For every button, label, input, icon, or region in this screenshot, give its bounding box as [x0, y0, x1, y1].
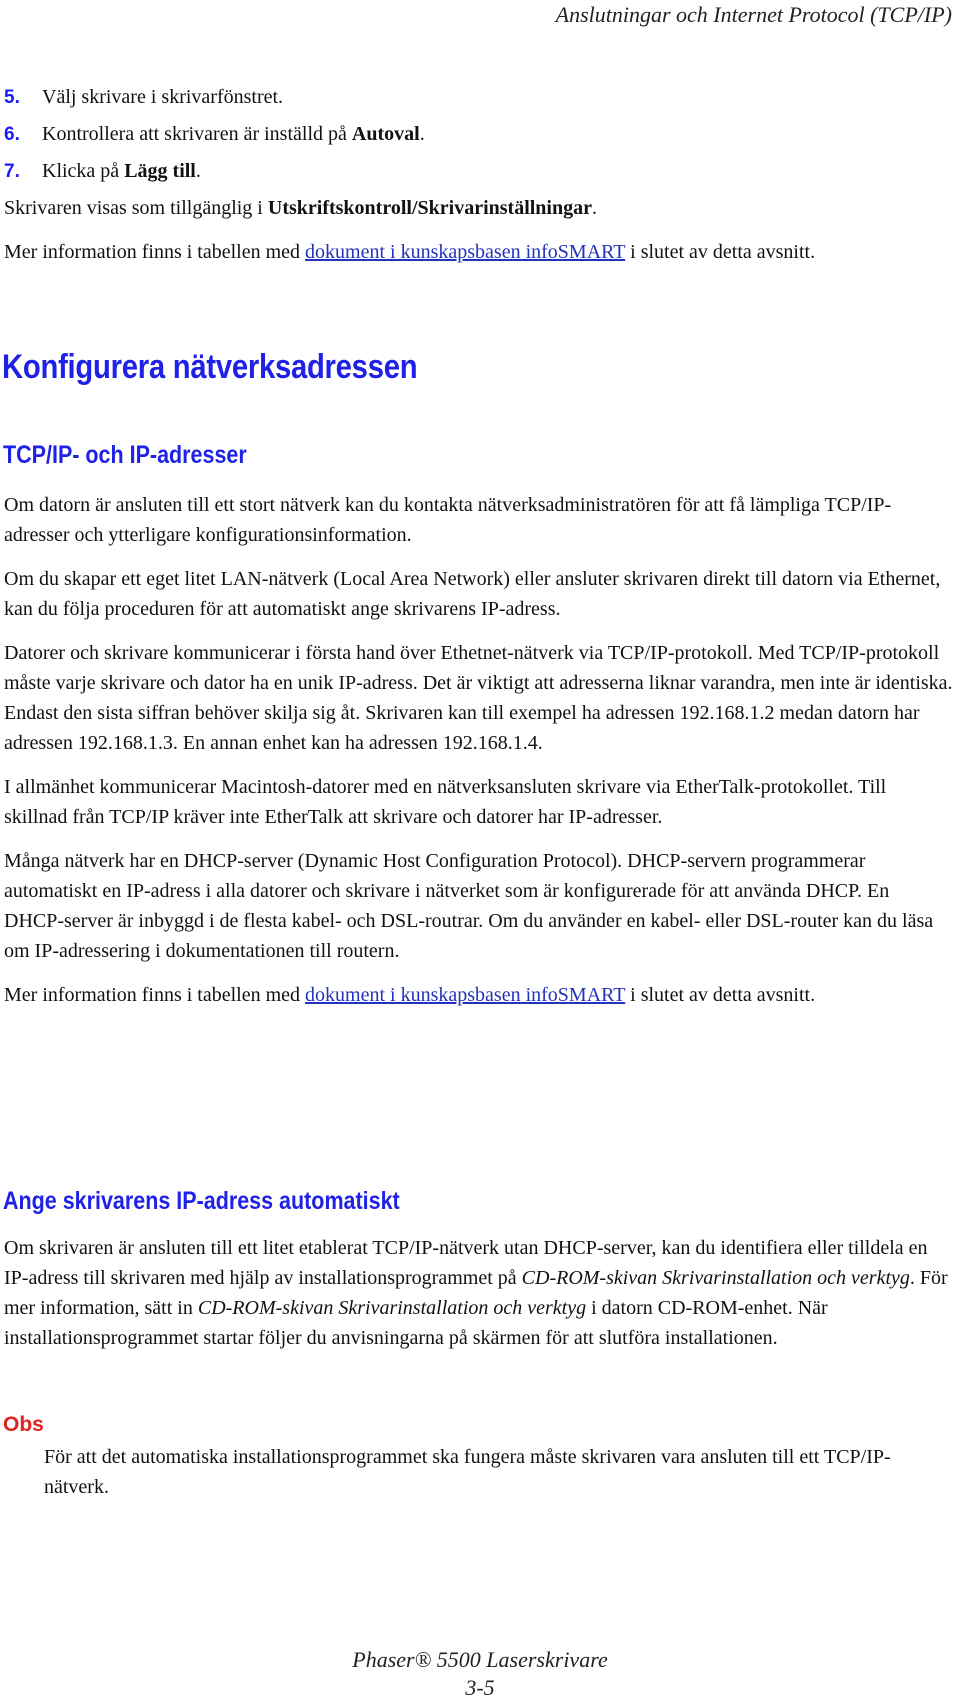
- more-info-paragraph: Mer information finns i tabellen med dokument i kunskapsbasen infoSMART i slutet av detta avsnitt.: [4, 241, 816, 263]
- page-footer: [0, 1646, 960, 1702]
- more-info-paragraph: Mer information finns i tabellen med dokument i kunskapsbasen infoSMART i slutet av detta avsnitt.: [4, 984, 816, 1006]
- step-text: Klicka på Lägg till.: [42, 160, 201, 182]
- note-text: För att det automatiska installationsprogrammet ska fungera måste skrivaren vara ansluten till ett TCP/IP-nätverk.: [44, 1446, 891, 1498]
- step-number: 5.: [4, 86, 20, 108]
- step-item: [4, 116, 954, 153]
- result-paragraph: Skrivaren visas som tillgänglig i Utskriftskontroll/Skrivarinställningar.: [4, 197, 597, 219]
- subsection-body: [4, 490, 954, 1024]
- section-title: Konfigurera nätverksadressen: [2, 348, 418, 386]
- step-list: [4, 79, 954, 190]
- subsection-title: TCP/IP- och IP-adresser: [3, 441, 247, 469]
- paragraph: Om datorn är ansluten till ett stort nätverk kan du kontakta nätverksadministratören för att få lämpliga TCP/IP-adresser och ytterligare konfigurationsinformation.: [4, 494, 892, 546]
- subsection-body: [4, 1233, 954, 1367]
- paragraph: Om skrivaren är ansluten till ett litet etablerat TCP/IP-nätverk utan DHCP-server, kan du identifiera eller tilldela en IP-adress till skrivaren med hjälp av installationsprogrammet på CD-ROM-skivan Skrivarinstallation och verktyg. För mer information, sätt in CD-ROM-skivan Skrivarinstallation och verktyg i datorn CD-ROM-enhet. När installationsprogrammet startar följer du anvisningarna på skärmen för att slutföra installationen.: [4, 1237, 948, 1349]
- page-number: 3-5: [465, 1675, 495, 1700]
- infosmart-link[interactable]: dokument i kunskapsbasen infoSMART: [305, 984, 626, 1006]
- subsection-title: Ange skrivarens IP-adress automatiskt: [3, 1187, 400, 1215]
- infosmart-link[interactable]: dokument i kunskapsbasen infoSMART: [305, 241, 626, 263]
- step-number: 7.: [4, 160, 20, 182]
- running-header: Anslutningar och Internet Protocol (TCP/IP): [555, 2, 952, 27]
- paragraph: Många nätverk har en DHCP-server (Dynamic Host Configuration Protocol). DHCP-servern programmerar automatiskt en IP-adress i alla datorer och skrivare i nätverket som är konfigurerade för att använda DHCP. En DHCP-server är inbyggd i de flesta kabel- och DSL-routrar. Om du använder en kabel- eller DSL-router kan du läsa om IP-adressering i dokumentationen till routern.: [4, 850, 934, 962]
- note-label: Obs: [3, 1413, 44, 1436]
- product-name: Phaser® 5500 Laserskrivare: [352, 1647, 608, 1672]
- paragraph: I allmänhet kommunicerar Macintosh-datorer med en nätverksansluten skrivare via EtherTalk-protokollet. Till skillnad från TCP/IP kräver inte EtherTalk att skrivare och datorer har IP-adresser.: [4, 776, 887, 828]
- paragraph: Datorer och skrivare kommunicerar i första hand över Ethetnet-nätverk via TCP/IP-protokoll. Med TCP/IP-protokoll måste varje skrivare och dator ha en unik IP-adress. Det är viktigt att adresserna liknar varandra, men inte är identiska. Endast den sista siffran behöver skilja sig åt. Skrivaren kan till exempel ha adressen 192.168.1.2 medan datorn har adressen 192.168.1.3. En annan enhet kan ha adressen 192.168.1.4.: [4, 642, 953, 754]
- intro-block: [4, 193, 954, 281]
- step-item: [4, 79, 954, 116]
- step-text: Kontrollera att skrivaren är inställd på Autoval.: [42, 123, 425, 145]
- step-text: Välj skrivare i skrivarfönstret.: [42, 86, 284, 108]
- step-item: [4, 153, 954, 190]
- step-number: 6.: [4, 123, 20, 145]
- paragraph: Om du skapar ett eget litet LAN-nätverk (Local Area Network) eller ansluter skrivaren direkt till datorn via Ethernet, kan du följa proceduren för att automatiskt ange skrivarens IP-adress.: [4, 568, 941, 620]
